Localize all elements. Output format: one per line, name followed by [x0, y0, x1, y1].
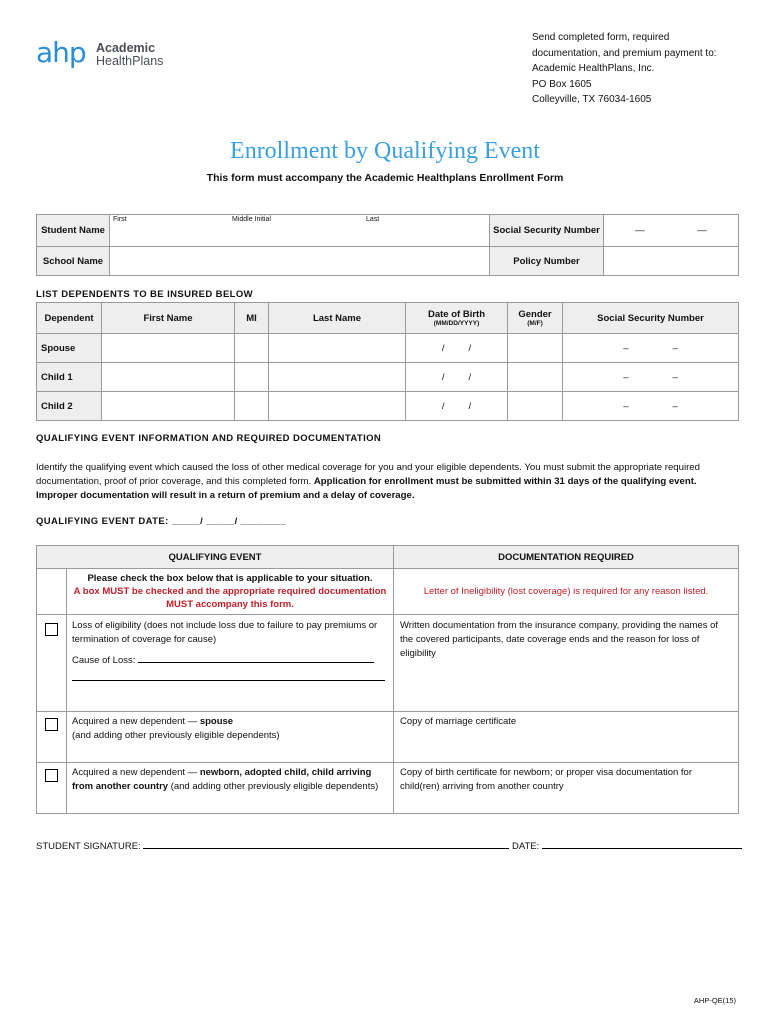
dep-mi-field[interactable]: [235, 334, 269, 363]
dep-gender-field[interactable]: [508, 392, 563, 421]
dob-slash: /: [468, 400, 472, 412]
newborn-pre: Acquired a new dependent —: [72, 767, 200, 778]
instructions-text: Identify the qualifying event which caused the loss of other medical coverage for you and your eligible dependents. You must submit the appropriate required documentation, proof of prior coverage, and this completed form.: [36, 462, 700, 488]
newborn-event: [67, 763, 394, 814]
gender-title: Gender: [518, 309, 552, 320]
dob-format: (MM/DD/YYYY): [433, 320, 480, 327]
signature-row: [36, 841, 742, 852]
date-label: DATE:: [511, 841, 540, 852]
dep-dob-field[interactable]: [406, 392, 508, 421]
dependent-row-label: Child 2: [37, 392, 102, 421]
loss-eligibility-doc: Written documentation from the insurance company, providing the names of the covered participants, date coverage ends and the reason for loss of eligibility: [394, 615, 739, 712]
date-line[interactable]: [542, 848, 742, 849]
address-line: Send completed form, required: [532, 32, 670, 43]
form-code: AHP-QE(15): [693, 996, 736, 1005]
dep-last-field[interactable]: [269, 392, 406, 421]
checkbox-cell[interactable]: [37, 712, 67, 763]
first-hint: First: [113, 216, 127, 223]
dep-first-field[interactable]: [102, 363, 235, 392]
student-signature-line[interactable]: [143, 848, 509, 849]
mailing-address: [532, 30, 717, 108]
dep-ssn-field[interactable]: [563, 334, 739, 363]
form-title: Enrollment by Qualifying Event: [230, 138, 540, 164]
dep-gender-field[interactable]: [508, 334, 563, 363]
col-qualifying-event: QUALIFYING EVENT: [37, 546, 394, 569]
col-mi: MI: [235, 303, 269, 334]
col-first-name: First Name: [102, 303, 235, 334]
address-line: Colleyville, TX 76034-1605: [532, 94, 652, 105]
cause-of-loss-label: Cause of Loss:: [72, 655, 136, 666]
policy-number-field[interactable]: [604, 247, 739, 276]
student-name-field[interactable]: [110, 215, 490, 247]
logo-mark: ahp: [36, 36, 86, 69]
ssn-dash: —: [697, 225, 707, 236]
school-name-field[interactable]: [110, 247, 490, 276]
dep-ssn-field[interactable]: [563, 392, 739, 421]
col-documentation: DOCUMENTATION REQUIRED: [394, 546, 739, 569]
col-dob: [406, 303, 508, 334]
qualifying-event-table: [36, 545, 739, 814]
newborn-checkbox[interactable]: [45, 769, 58, 782]
ssn-dash: –: [672, 342, 678, 354]
address-line: documentation, and premium payment to:: [532, 47, 717, 59]
checkbox-cell[interactable]: [37, 763, 67, 814]
dob-slash: /: [441, 342, 445, 354]
check-instruction: [67, 569, 394, 615]
ssn-label: Social Security Number: [490, 215, 604, 247]
dependents-table: [36, 302, 739, 421]
ssn-dash: –: [623, 342, 629, 354]
dep-gender-field[interactable]: [508, 363, 563, 392]
dob-title: Date of Birth: [428, 309, 485, 320]
col-gender: [508, 303, 563, 334]
cause-of-loss-line[interactable]: [72, 680, 385, 681]
dep-mi-field[interactable]: [235, 392, 269, 421]
school-name-label: School Name: [37, 247, 110, 276]
cause-of-loss-row[interactable]: [72, 654, 388, 668]
spouse-bold: spouse: [199, 716, 234, 727]
student-info-table: [36, 214, 739, 276]
spouse-event: [67, 712, 394, 763]
ssn-dash: –: [623, 371, 629, 383]
address-line: Academic HealthPlans, Inc.: [532, 63, 655, 74]
newborn-doc: Copy of birth certificate for newborn; or proper visa documentation for child(ren) arriving from another country: [394, 763, 739, 814]
dep-dob-field[interactable]: [406, 334, 508, 363]
gender-format: (M/F): [527, 320, 543, 327]
dependent-row-label: Child 1: [37, 363, 102, 392]
col-ssn: Social Security Number: [563, 303, 739, 334]
dep-last-field[interactable]: [269, 334, 406, 363]
spouse-checkbox[interactable]: [45, 718, 58, 731]
instructions-paragraph: [36, 461, 736, 504]
dep-dob-field[interactable]: [406, 363, 508, 392]
policy-number-label: Policy Number: [490, 247, 604, 276]
blank-cell: [37, 569, 67, 615]
logo-text-healthplans: HealthPlans: [96, 54, 164, 68]
student-signature-label: STUDENT SIGNATURE:: [36, 841, 141, 852]
qualifying-event-date[interactable]: QUALIFYING EVENT DATE: _____/ _____/ ________: [36, 516, 287, 527]
ssn-dash: –: [623, 400, 629, 412]
checkbox-cell[interactable]: [37, 615, 67, 712]
loss-eligibility-event: [67, 615, 394, 712]
qualifying-heading: QUALIFYING EVENT INFORMATION AND REQUIRED DOCUMENTATION: [36, 433, 382, 444]
ssn-dash: —: [635, 225, 645, 236]
ssn-dash: –: [672, 400, 678, 412]
dep-first-field[interactable]: [102, 392, 235, 421]
dep-last-field[interactable]: [269, 363, 406, 392]
col-dependent: Dependent: [37, 303, 102, 334]
spouse-pre: Acquired a new dependent —: [72, 716, 200, 727]
col-last-name: Last Name: [269, 303, 406, 334]
dob-slash: /: [468, 371, 472, 383]
logo-text-academic: Academic: [96, 41, 156, 55]
loss-eligibility-text: Loss of eligibility (does not include loss due to failure to pay premiums or termination of coverage for cause): [72, 620, 378, 645]
form-subtitle: This form must accompany the Academic Healthplans Enrollment Form: [206, 172, 564, 184]
dependents-heading: LIST DEPENDENTS TO BE INSURED BELOW: [36, 289, 254, 300]
letter-ineligibility: Letter of Ineligibility (lost coverage) is required for any reason listed.: [394, 569, 739, 615]
middle-hint: Middle Initial: [232, 216, 271, 223]
dep-first-field[interactable]: [102, 334, 235, 363]
newborn-post: (and adding other previously eligible dependents): [168, 781, 379, 792]
dependent-row-label: Spouse: [37, 334, 102, 363]
dob-slash: /: [441, 400, 445, 412]
instructions-bold: Application for enrollment must be submitted within 31 days of the qualifying event. Improper documentation will result in a return of premium and a delay of coverage.: [36, 476, 697, 502]
instruction-red: A box MUST be checked and the appropriate required documentation MUST accompany this form.: [73, 586, 387, 610]
instruction-black: Please check the box below that is applicable to your situation.: [87, 573, 373, 584]
dob-slash: /: [441, 371, 445, 383]
spouse-doc: Copy of marriage certificate: [394, 712, 739, 763]
dep-ssn-field[interactable]: [563, 363, 739, 392]
last-hint: Last: [366, 216, 380, 223]
dep-mi-field[interactable]: [235, 363, 269, 392]
address-line: PO Box 1605: [532, 78, 592, 90]
loss-eligibility-checkbox[interactable]: [45, 623, 58, 636]
dob-slash: /: [468, 342, 472, 354]
student-name-label: Student Name: [37, 215, 110, 247]
spouse-post: (and adding other previously eligible dependents): [72, 730, 280, 741]
student-ssn-field[interactable]: [604, 215, 739, 247]
ssn-dash: –: [672, 371, 678, 383]
newborn-bold: newborn, adopted child, child arriving from another country: [72, 767, 372, 792]
